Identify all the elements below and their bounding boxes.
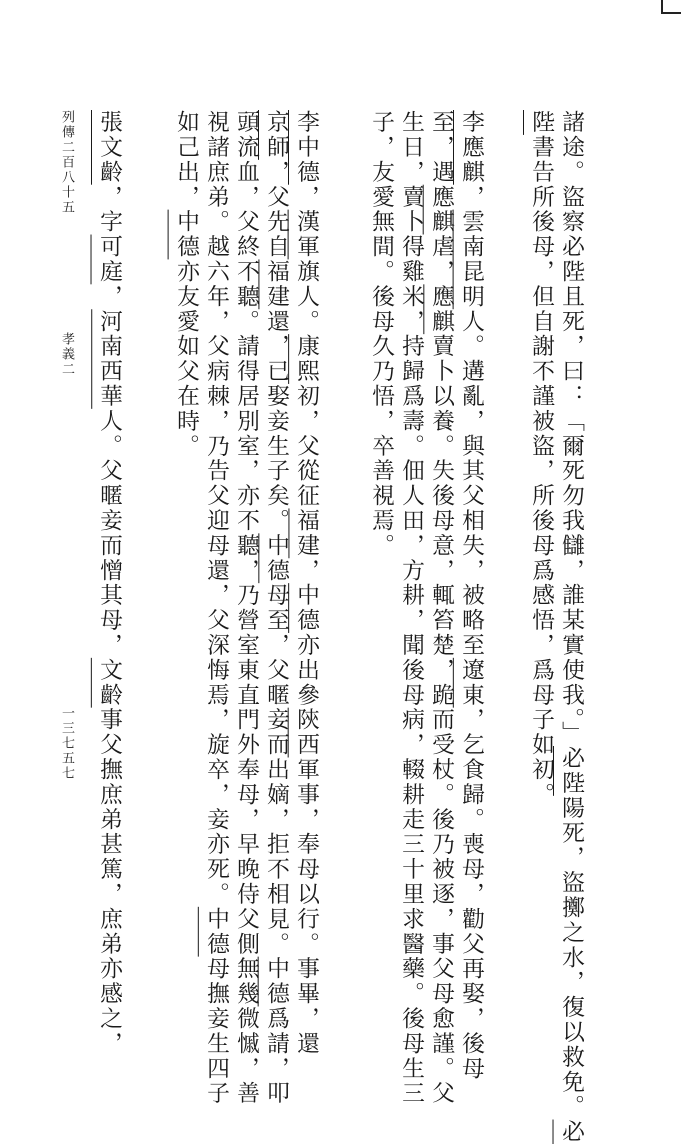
text-run: 諸途。盜察必陛且死，曰：「爾死勿我讎，誰某實使我。」 [558, 110, 584, 746]
proper-name: 康熙 [293, 334, 319, 384]
proper-name: 李應麒 [458, 110, 484, 185]
page-corner-mark [661, 0, 681, 14]
text-run: 虐， [428, 234, 454, 285]
text-run: 書告所後母，但自謝不謹被盜，所後母爲感悟，爲母子如初。 [528, 134, 554, 808]
text-column [95, 110, 123, 1056]
proper-name: 京師 [263, 110, 289, 160]
proper-name: 可庭 [96, 234, 122, 285]
proper-name: 必陛 [558, 746, 584, 796]
proper-name: 遼東 [458, 657, 484, 708]
text-run: 視諸庶弟。越六年，父病棘，乃告父迎母還，父深悔焉，旋卒，妾亦死。 [203, 110, 229, 907]
text-run: 亦友愛如父在時。 [173, 259, 199, 459]
text-run: ， [293, 184, 319, 210]
text-run: ，父先自 [263, 159, 289, 260]
text-run: 至，遇 [428, 110, 454, 185]
proper-name: 雲南昆明 [458, 209, 484, 310]
proper-name: 陛 [528, 110, 554, 135]
text-column [427, 110, 455, 1106]
text-run: ，乞食歸。喪母，勸父再娶，後母 [458, 707, 484, 1082]
text-run: 如己出， [173, 110, 199, 210]
page-number: 一三七五七 [59, 706, 74, 781]
proper-name: 河南西華 [96, 309, 122, 409]
text-column [202, 110, 230, 1106]
text-run: 頭流血，父終不聽。請得居別室，亦不聽，乃營室東直門外奉母，早晚侍父側無幾微慽，善 [233, 110, 259, 1106]
chapter-label: 列傳二百八十五 [59, 110, 74, 215]
text-run: ， [293, 558, 319, 584]
text-run: 子，友愛無間。後母久乃悟，卒善視焉。 [368, 110, 394, 559]
text-column [457, 110, 485, 1081]
text-column [172, 110, 200, 459]
text-run: 母至，父暱妾而出嫡，拒不相見。 [263, 583, 289, 957]
text-run: ， [458, 184, 484, 210]
proper-name: 中德 [203, 906, 229, 957]
text-run: 人。遘亂，與其父相失，被略至 [458, 309, 484, 658]
proper-name: 陝西 [293, 707, 319, 758]
text-run: 亦出參 [293, 632, 319, 708]
text-column [367, 110, 395, 558]
text-column [232, 110, 260, 1106]
section-label: 孝義二 [59, 332, 74, 377]
text-run: 初，父從征 [293, 383, 319, 509]
text-run: 軍事，奉母以行。事畢，還 [293, 757, 319, 1057]
proper-name: 中德 [263, 533, 289, 584]
proper-name: 中德 [293, 583, 319, 633]
text-run: ，字 [96, 184, 122, 235]
text-column [292, 110, 320, 1056]
proper-name: 福建 [293, 508, 319, 559]
text-run: 還，已娶妾生子矣。 [263, 309, 289, 534]
proper-name: 應麒 [428, 184, 454, 235]
text-run: 人。父暱妾而憎其母， [96, 408, 122, 658]
text-run: 生日，賣卜得雞米，持歸爲壽。佃人田，方耕，聞後母病，輟耕走三十里求醫藥。後母生三 [398, 110, 424, 1106]
proper-name: 李中德 [293, 110, 319, 185]
text-run: 賣卜以養。失後母意，輒笞楚，跪而受杖。後乃被逐，事父母愈謹。父 [428, 334, 454, 1107]
proper-name: 中德 [263, 956, 289, 1007]
text-column [262, 110, 290, 1106]
proper-name: 福建 [263, 259, 289, 310]
text-run: 爲請，叩 [263, 1006, 289, 1107]
text-run: 旗人。 [293, 259, 319, 335]
proper-name: 應麒 [428, 284, 454, 335]
proper-name: 文齡 [96, 657, 122, 708]
proper-name: 中德 [173, 209, 199, 260]
proper-name: 張文齡 [96, 110, 122, 185]
text-run: 事父撫庶弟甚篤，庶弟亦感之， [96, 707, 122, 1057]
text-run: 母撫妾生四子 [203, 956, 229, 1107]
text-column [527, 110, 555, 807]
text-column [397, 110, 425, 1106]
proper-name: 漢軍 [293, 209, 319, 260]
text-run: ， [96, 284, 122, 310]
proper-name: 必 [558, 1119, 584, 1144]
text-run: 陽死，盜擲之水，復以救免。 [558, 795, 584, 1120]
text-column [557, 110, 585, 1144]
